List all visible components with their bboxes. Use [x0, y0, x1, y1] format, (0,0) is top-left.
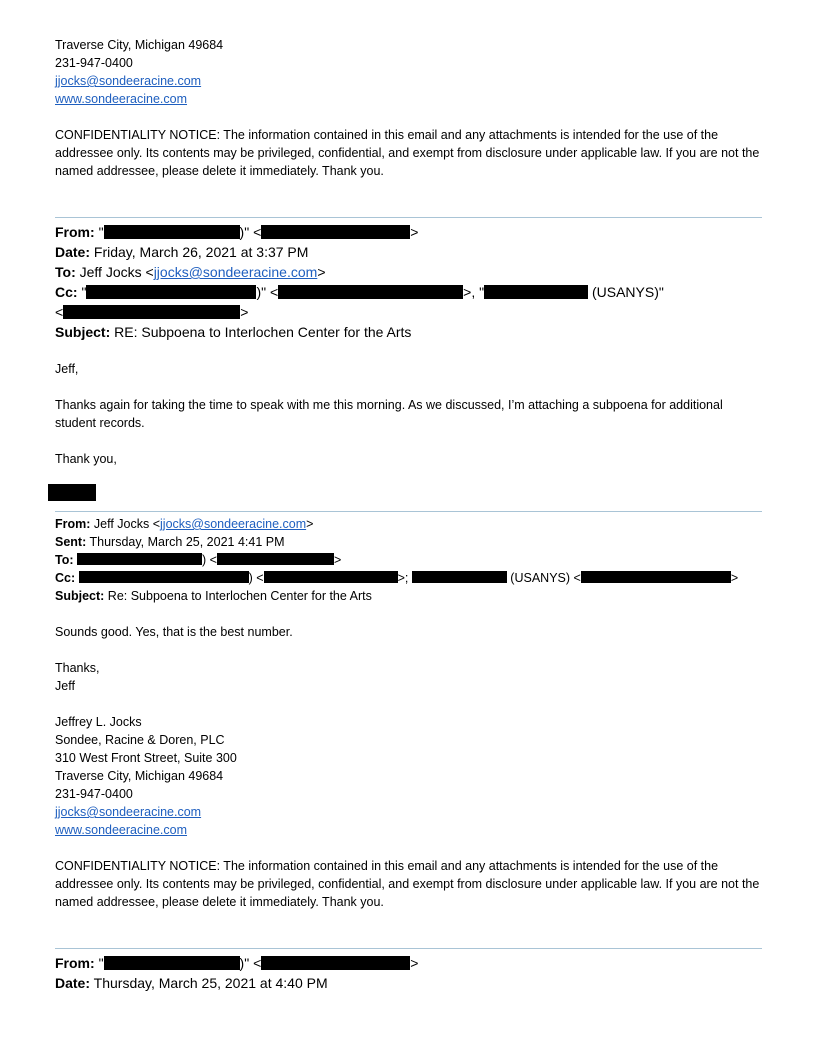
from-row — [55, 515, 762, 533]
message-thanks: Thanks, — [55, 661, 100, 675]
cc-mid: ) < — [248, 571, 264, 585]
cc-label: Cc: — [55, 284, 78, 300]
cc-lt: < — [55, 304, 64, 320]
message-1-header — [55, 222, 762, 342]
to-name: Jeff Jocks < — [79, 264, 154, 280]
signature-city: Traverse City, Michigan 49684 — [55, 769, 224, 783]
date-value: Friday, March 26, 2021 at 3:37 PM — [93, 244, 309, 260]
top-signature — [55, 36, 762, 108]
cc-separator: >; — [397, 571, 412, 585]
message-greeting: Jeff, — [55, 362, 79, 376]
redacted-block — [77, 553, 202, 565]
sent-row — [55, 533, 762, 551]
from-name: Jeff Jocks < — [93, 517, 161, 531]
cc-usanys: (USANYS)" — [588, 284, 664, 300]
to-mid: ) < — [202, 553, 217, 567]
to-label: To: — [55, 264, 76, 280]
redacted-block — [581, 571, 731, 583]
from-mid: )" < — [239, 224, 262, 240]
subject-label: Subject: — [55, 324, 111, 340]
date-row — [55, 973, 762, 993]
subject-value: RE: Subpoena to Interlochen Center for the Arts — [114, 324, 412, 340]
redacted-block — [63, 305, 240, 319]
confidentiality-notice: CONFIDENTIALITY NOTICE: The information contained in this email and any attachments is intended for the use of the addressee only. Its contents may be privileged, confidential, and exempt from disclosure under applicable law. If you are not the named addressee, please delete it immediately. Thank you. — [55, 128, 760, 178]
to-close: > — [317, 264, 326, 280]
message-body: Sounds good. Yes, that is the best number. — [55, 625, 293, 639]
date-value: Thursday, March 25, 2021 at 4:40 PM — [93, 975, 328, 991]
to-email-link[interactable]: jjocks@sondeeracine.com — [153, 264, 318, 280]
redacted-block — [104, 225, 240, 239]
signature-phone: 231-947-0400 — [55, 56, 133, 70]
date-label: Date: — [55, 975, 91, 991]
confidentiality-notice: CONFIDENTIALITY NOTICE: The information contained in this email and any attachments is intended for the use of the addressee only. Its contents may be privileged, confidential, and exempt from disclosure under applicable law. If you are not the named addressee, please delete it immediately. Thank you. — [55, 859, 760, 909]
cc-mid: )" < — [256, 284, 279, 300]
from-row — [55, 953, 762, 973]
from-quote: " — [98, 955, 104, 971]
signature-city: Traverse City, Michigan 49684 — [55, 38, 224, 52]
subject-label: Subject: — [55, 589, 105, 603]
cc-usanys: (USANYS) < — [506, 571, 581, 585]
redacted-block — [412, 571, 507, 583]
message-3-header — [55, 953, 762, 993]
to-label: To: — [55, 553, 74, 567]
date-row — [55, 242, 762, 262]
from-close: > — [306, 517, 314, 531]
from-label: From: — [55, 224, 95, 240]
signature-website-link[interactable]: www.sondeeracine.com — [55, 823, 188, 837]
from-close: > — [410, 224, 419, 240]
signature-firm: Sondee, Racine & Doren, PLC — [55, 733, 225, 747]
subject-value: Re: Subpoena to Interlochen Center for the Arts — [107, 589, 372, 603]
signature-block — [55, 713, 762, 839]
signature-phone: 231-947-0400 — [55, 787, 133, 801]
cc-quote: " — [81, 284, 87, 300]
redacted-block — [261, 225, 410, 239]
cc-row — [55, 569, 762, 587]
from-row — [55, 222, 762, 242]
to-close: > — [333, 553, 342, 567]
date-label: Date: — [55, 244, 91, 260]
redacted-block — [484, 285, 588, 299]
signature-website-link[interactable]: www.sondeeracine.com — [55, 92, 188, 106]
signature-name: Jeffrey L. Jocks — [55, 715, 142, 729]
redacted-block — [217, 553, 334, 565]
redacted-block — [261, 956, 410, 970]
subject-row — [55, 322, 762, 342]
email-document — [55, 36, 762, 993]
cc-label: Cc: — [55, 571, 76, 585]
to-row — [55, 551, 762, 569]
from-label: From: — [55, 517, 91, 531]
redacted-block — [278, 285, 463, 299]
sent-value: Thursday, March 25, 2021 4:41 PM — [89, 535, 285, 549]
cc-row-continued — [55, 302, 762, 322]
message-2-header — [55, 515, 762, 605]
redacted-block — [104, 956, 240, 970]
signature-email-link[interactable]: jjocks@sondeeracine.com — [55, 805, 202, 819]
message-sign: Jeff — [55, 679, 75, 693]
from-quote: " — [98, 224, 104, 240]
from-close: > — [410, 955, 419, 971]
signature-email-link[interactable]: jjocks@sondeeracine.com — [55, 74, 202, 88]
sent-label: Sent: — [55, 535, 87, 549]
redacted-block — [79, 571, 249, 583]
signature-address: 310 West Front Street, Suite 300 — [55, 751, 237, 765]
from-email-link[interactable]: jjocks@sondeeracine.com — [160, 517, 307, 531]
cc-separator: >, " — [463, 284, 485, 300]
message-closing: Thank you, — [55, 452, 117, 466]
redacted-signature — [48, 484, 96, 501]
cc-close: > — [730, 571, 739, 585]
cc-row — [55, 282, 762, 302]
to-row — [55, 262, 762, 282]
from-label: From: — [55, 955, 95, 971]
from-mid: )" < — [239, 955, 262, 971]
redacted-block — [264, 571, 398, 583]
subject-row — [55, 587, 762, 605]
message-body: Thanks again for taking the time to speak with me this morning. As we discussed, I’m attaching a subpoena for additional student records. — [55, 398, 723, 430]
redacted-block — [86, 285, 256, 299]
cc-gt: > — [240, 304, 249, 320]
